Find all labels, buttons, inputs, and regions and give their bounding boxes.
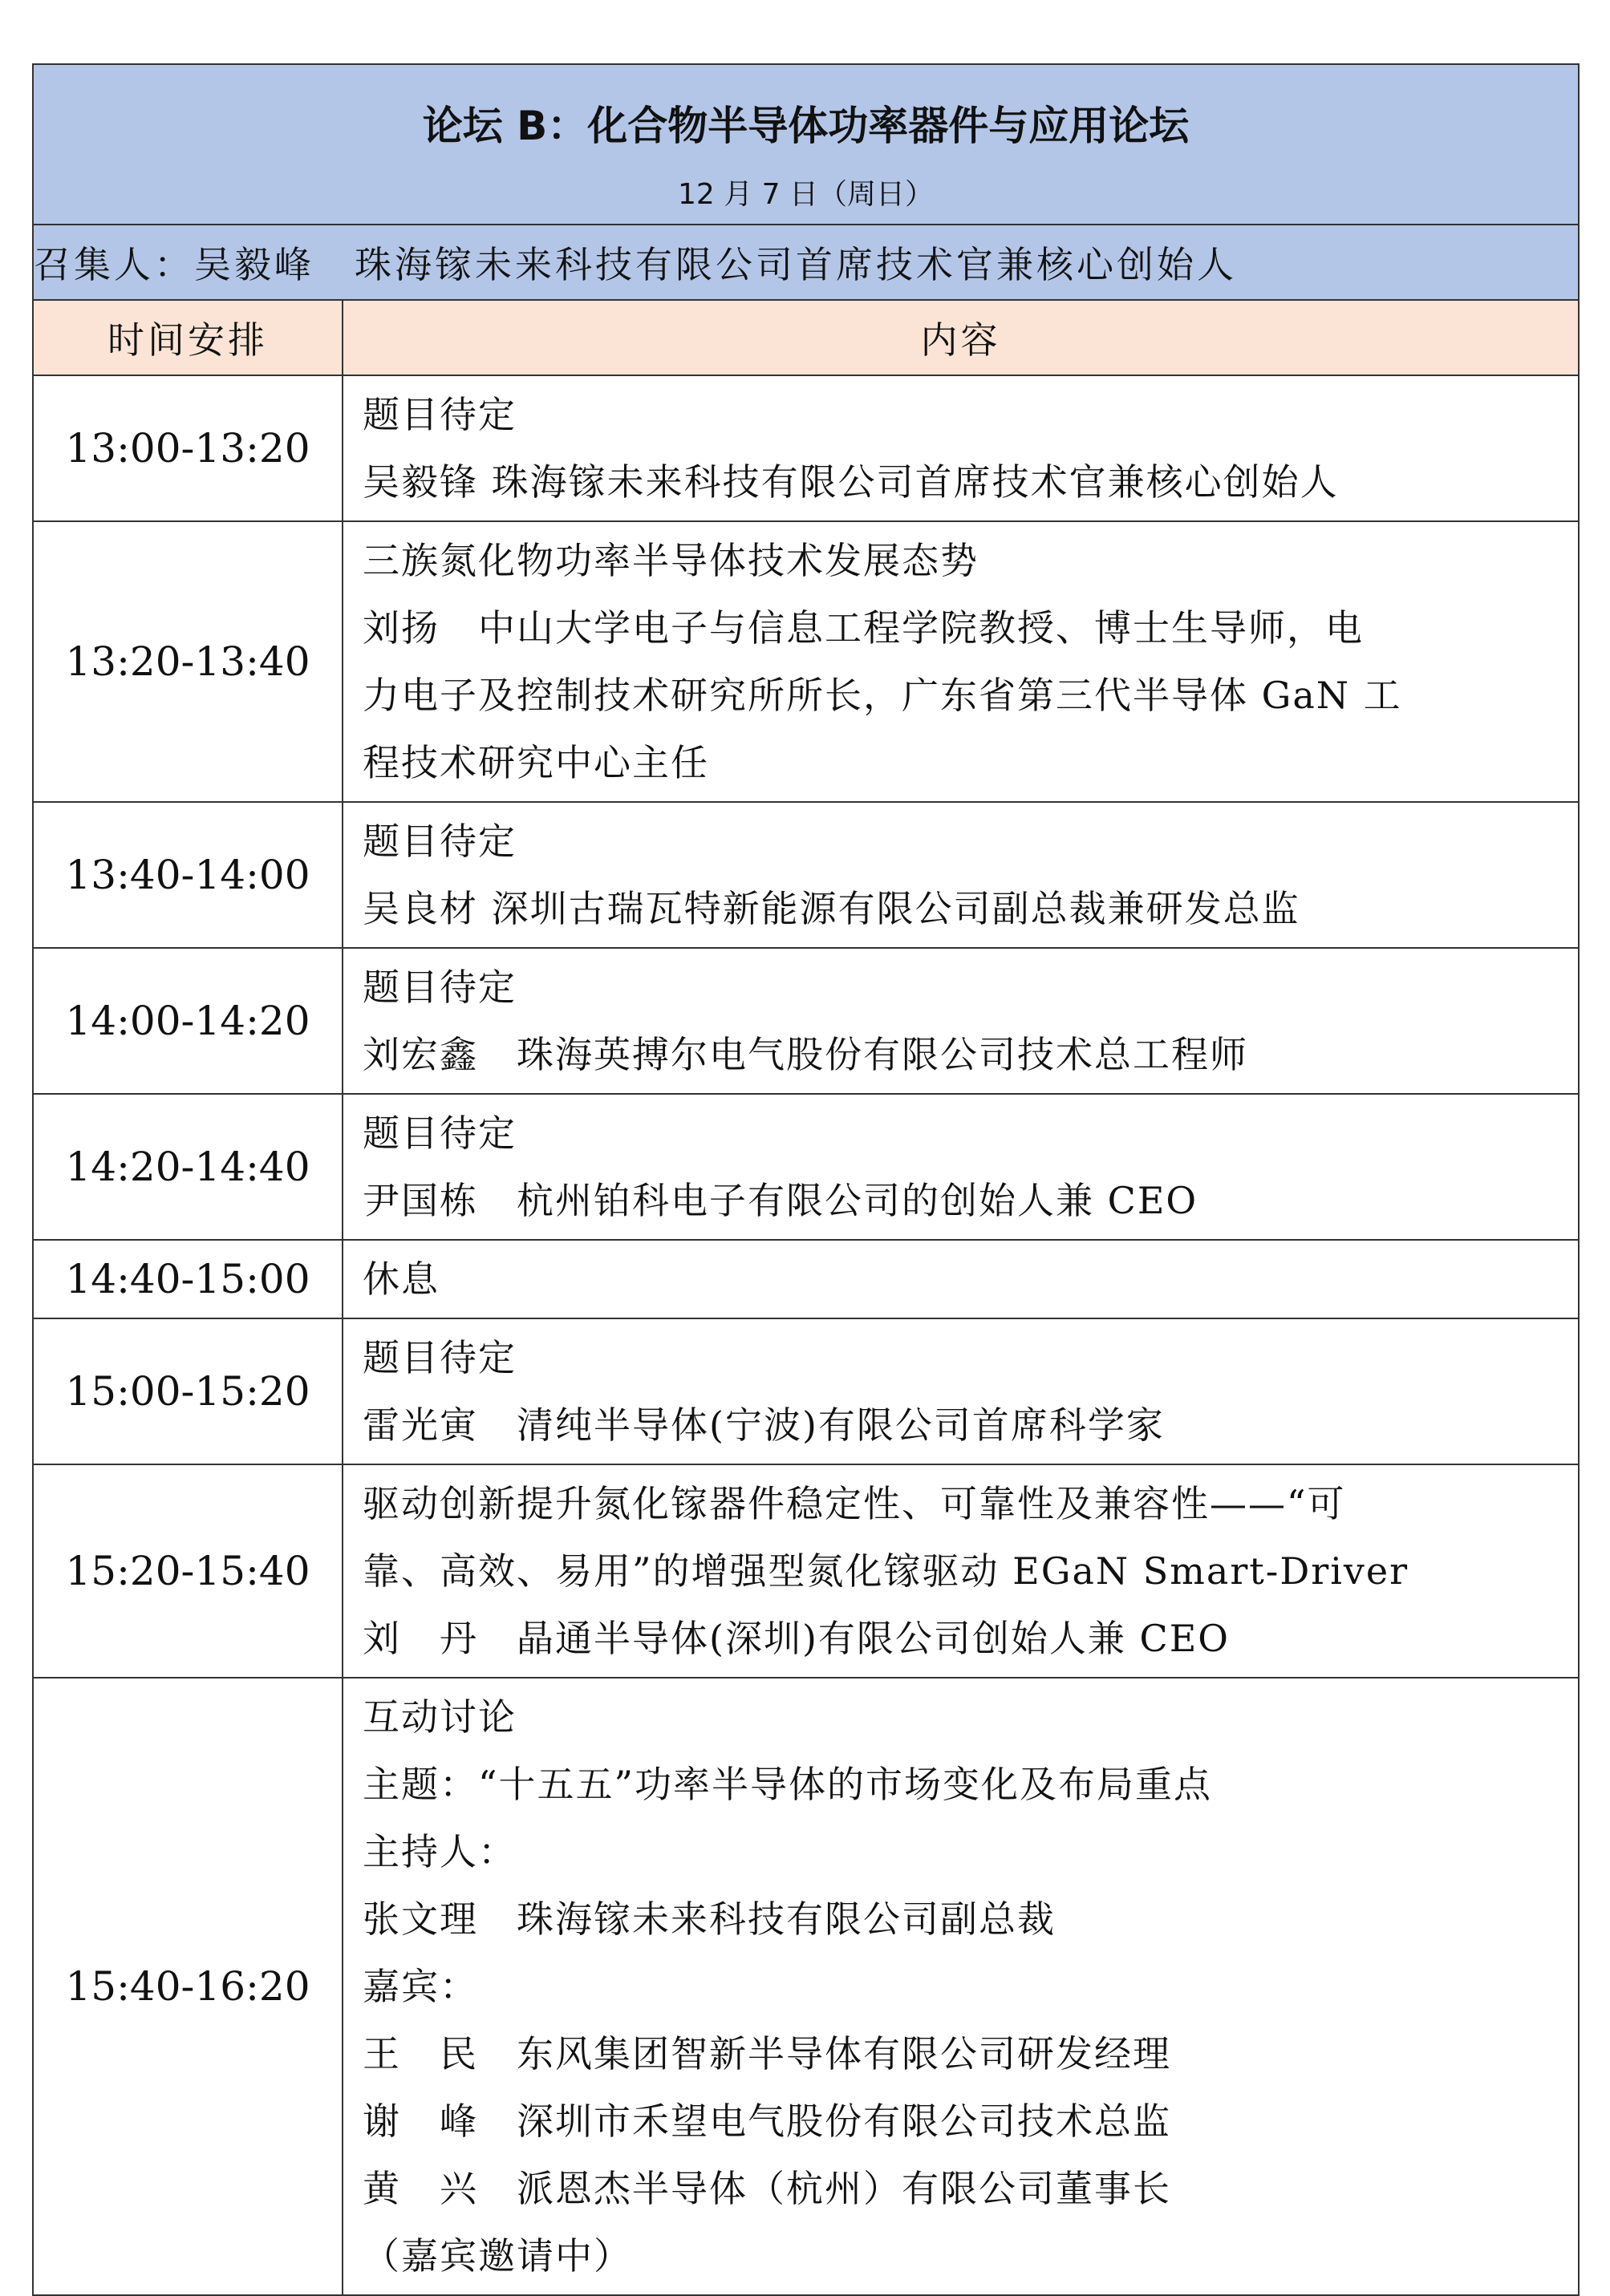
forum-title: 论坛 B：化合物半导体功率器件与应用论坛 [422,103,1190,149]
forum-title-row [33,64,1579,225]
convener-cell: 召集人：吴毅峰 珠海镓未来科技有限公司首席技术官兼核心创始人 [33,225,1579,300]
table-row [33,375,1579,521]
time-slot: 13:20-13:40 [33,521,343,802]
agenda-table [32,63,1580,2296]
content-line: 驱动创新提升氮化镓器件稳定性、可靠性及兼容性——“可 [363,1482,1346,1525]
table-row [33,1318,1579,1464]
content-line: 王 民 东风集团智新半导体有限公司研发经理 [363,2032,1171,2075]
content-line: 尹国栋 杭州铂科电子有限公司的创始人兼 CEO [363,1179,1198,1222]
table-row [33,1464,1579,1678]
time-slot: 13:00-13:20 [33,375,343,521]
time-slot: 14:00-14:20 [33,948,343,1094]
content-line: 嘉宾： [363,1965,478,2008]
content-line: 雷光寅 清纯半导体(宁波)有限公司首席科学家 [363,1403,1165,1447]
content-line: 题目待定 [363,1112,517,1155]
content-line: 主题：“十五五”功率半导体的市场变化及布局重点 [363,1763,1213,1806]
content-line: 谢 峰 深圳市禾望电气股份有限公司技术总监 [363,2100,1171,2143]
session-content [343,802,1579,948]
session-content [343,521,1579,802]
content-line: 题目待定 [363,1336,517,1379]
session-content [343,948,1579,1094]
content-line: 题目待定 [363,966,517,1009]
session-content [343,1464,1579,1678]
content-line: 张文理 珠海镓未来科技有限公司副总裁 [363,1897,1056,1941]
content-line: 靠、高效、易用”的增强型氮化镓驱动 EGaN Smart-Driver [363,1549,1409,1593]
table-row [33,948,1579,1094]
table-row [33,1094,1579,1240]
time-slot: 15:20-15:40 [33,1464,343,1678]
content-line: （嘉宾邀请中） [363,2234,632,2278]
header-time: 时间安排 [33,300,343,375]
time-slot: 15:40-16:20 [33,1678,343,2295]
content-line: 三族氮化物功率半导体技术发展态势 [363,539,979,582]
time-slot: 14:40-15:00 [33,1240,343,1318]
session-content [343,1094,1579,1240]
agenda-sheet [32,63,1578,2296]
content-line: 题目待定 [363,820,517,863]
content-line: 刘 丹 晶通半导体(深圳)有限公司创始人兼 CEO [363,1617,1231,1660]
session-content [343,375,1579,521]
table-header-row [33,300,1579,375]
forum-date: 12 月 7 日（周日） [677,178,935,211]
session-content [343,1678,1579,2295]
content-line: 休息 [363,1257,440,1301]
forum-title-cell [33,64,1579,225]
content-line: 吴毅锋 珠海镓未来科技有限公司首席技术官兼核心创始人 [363,460,1339,504]
content-line: 黄 兴 派恩杰半导体（杭州）有限公司董事长 [363,2167,1171,2210]
session-content [343,1240,1579,1318]
time-slot: 14:20-14:40 [33,1094,343,1240]
content-line: 主持人： [363,1830,517,1873]
table-row [33,1678,1579,2295]
table-row [33,802,1579,948]
table-row [33,521,1579,802]
content-line: 互动讨论 [363,1695,517,1739]
convener-row [33,225,1579,300]
content-line: 刘宏鑫 珠海英搏尔电气股份有限公司技术总工程师 [363,1033,1248,1076]
content-line: 力电子及控制技术研究所所长，广东省第三代半导体 GaN 工 [363,674,1402,717]
session-content [343,1318,1579,1464]
content-line: 刘扬 中山大学电子与信息工程学院教授、博士生导师，电 [363,606,1364,650]
table-row [33,1240,1579,1318]
content-line: 吴良材 深圳古瑞瓦特新能源有限公司副总裁兼研发总监 [363,887,1300,930]
header-content: 内容 [343,300,1579,375]
time-slot: 15:00-15:20 [33,1318,343,1464]
content-line: 程技术研究中心主任 [363,741,709,784]
time-slot: 13:40-14:00 [33,802,343,948]
content-line: 题目待定 [363,393,517,436]
